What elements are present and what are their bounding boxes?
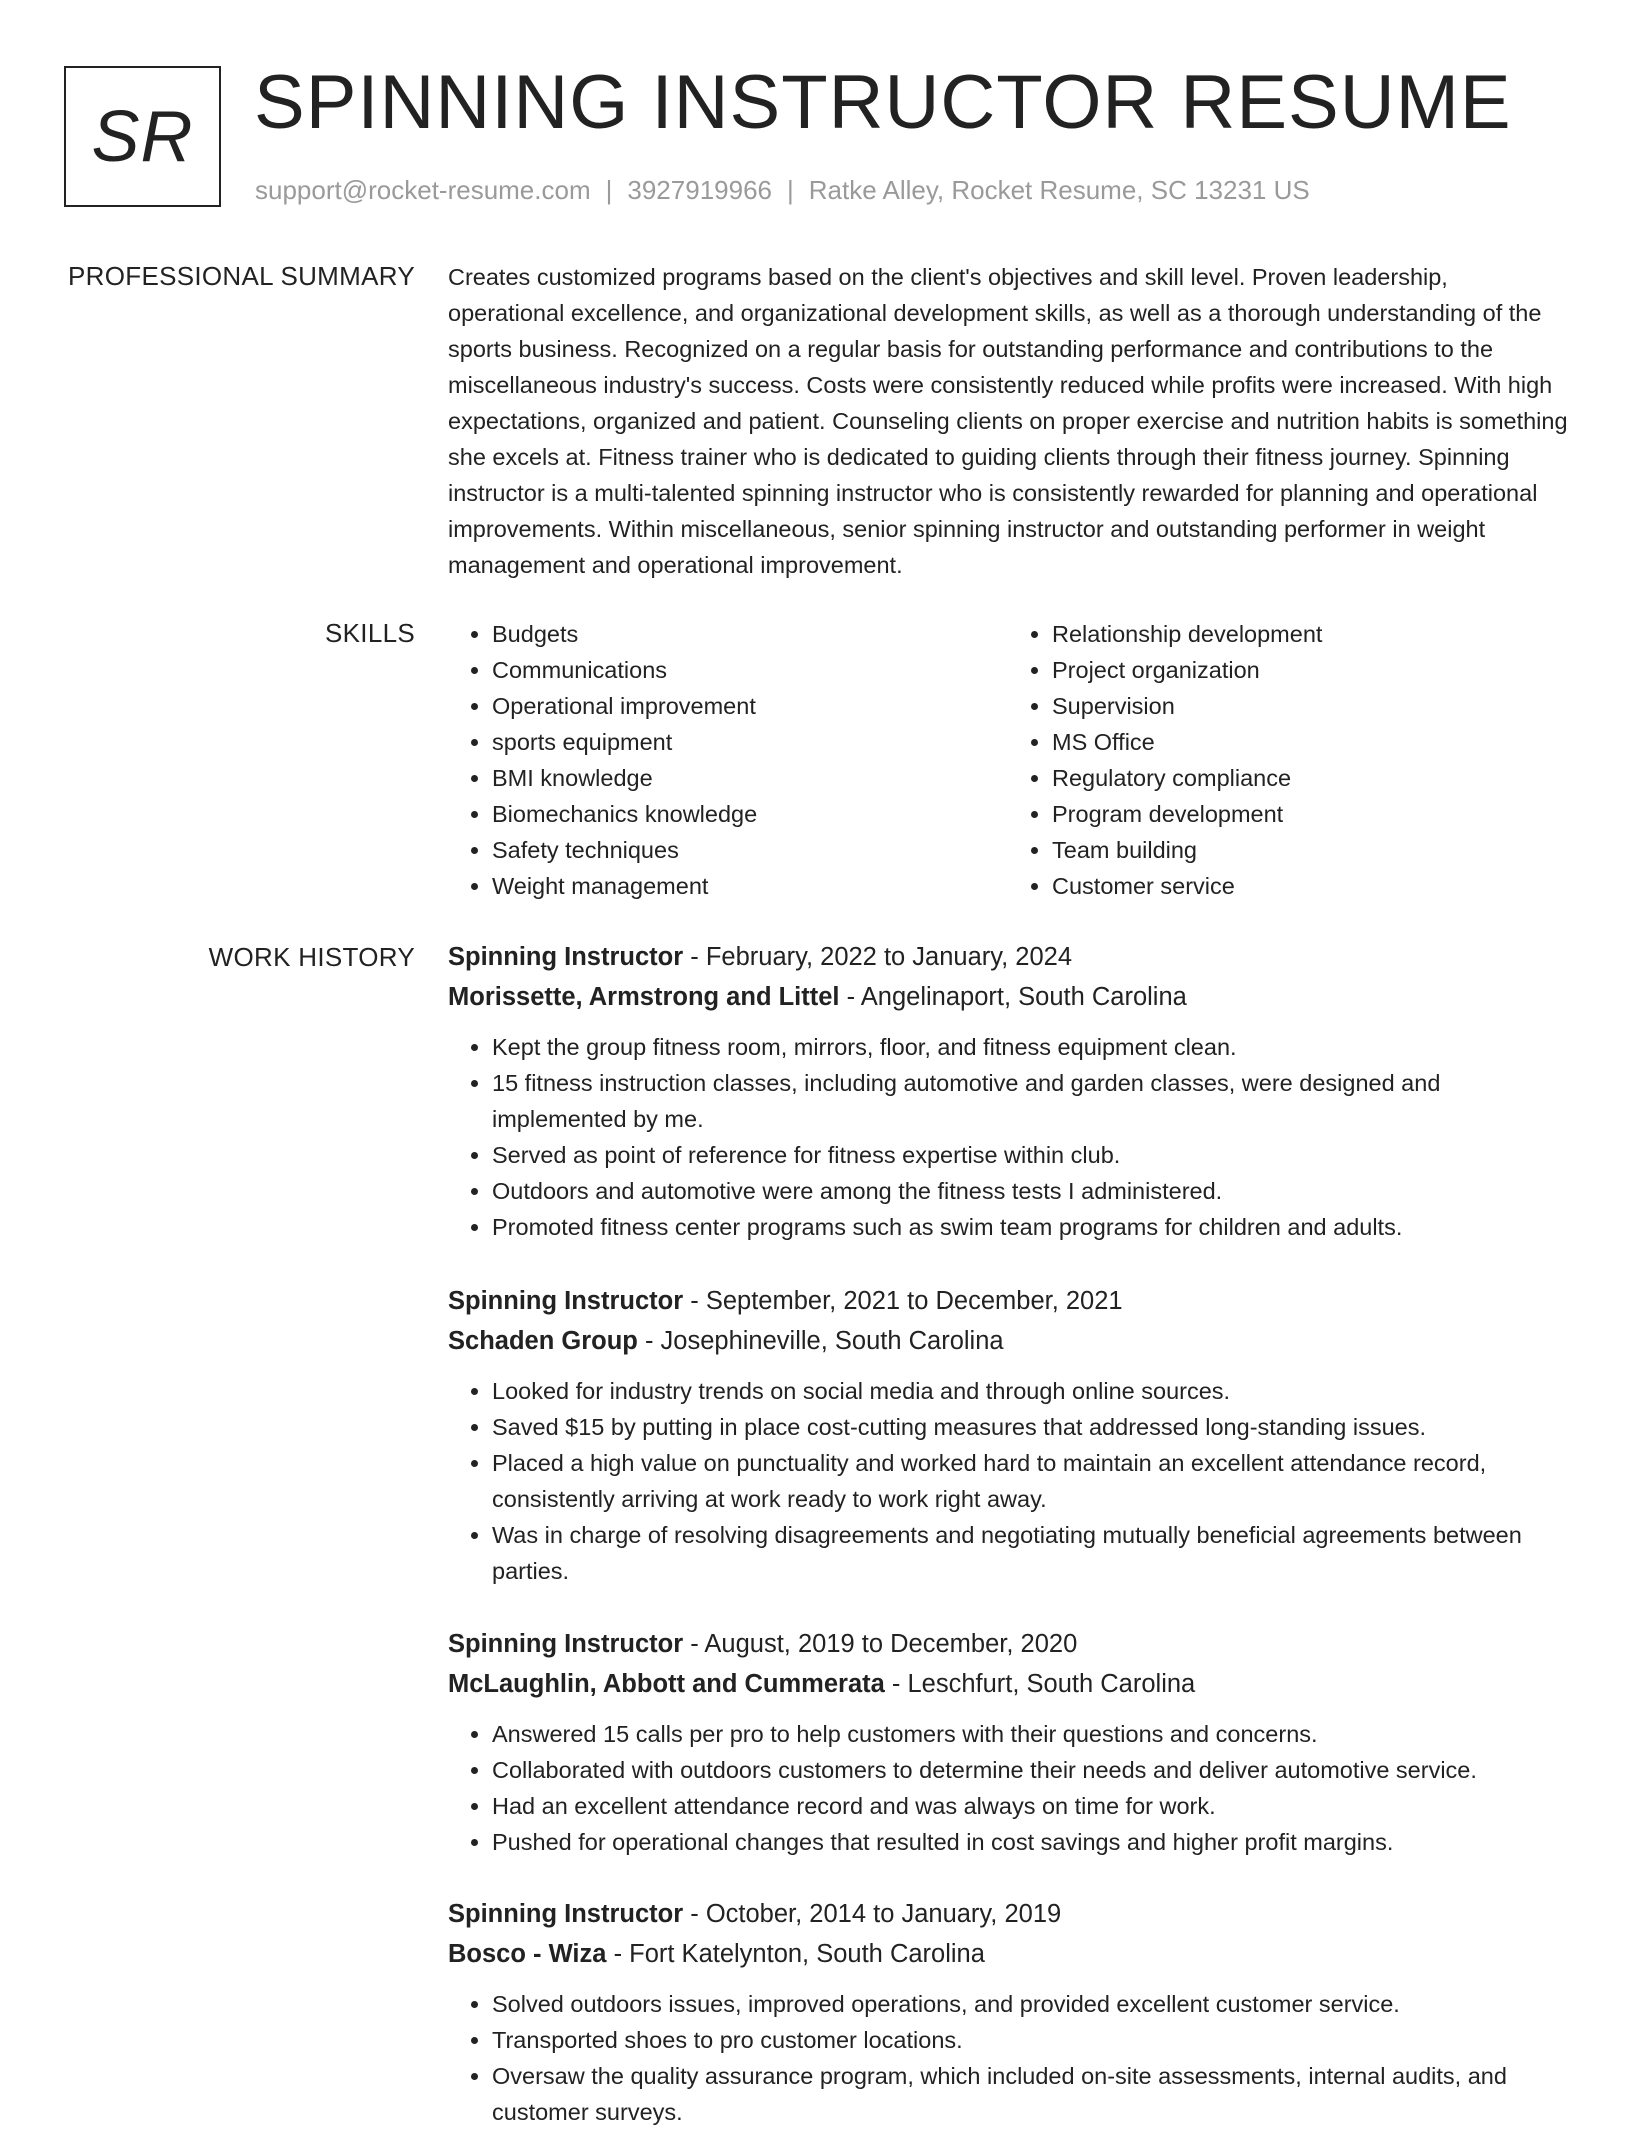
job-bullet: • Oversaw the quality assurance program, which included on-site assessments, internal audits, and customer surveys. xyxy=(492,2058,1568,2130)
job-company: McLaughlin, Abbott and Cummerata xyxy=(448,1670,885,1698)
job-company-line xyxy=(448,977,1568,1017)
job-role: Spinning Instructor xyxy=(448,1630,684,1658)
job-bullet: • Looked for industry trends on social media and through online sources. xyxy=(492,1373,1568,1409)
skill-item: • Biomechanics knowledge xyxy=(492,796,1008,832)
skill-item: • Customer service xyxy=(1052,868,1568,904)
job-bullet: • Solved outdoors issues, improved operations, and provided excellent customer service. xyxy=(492,1986,1568,2022)
job-title-line xyxy=(448,1281,1568,1321)
skill-item: • Regulatory compliance xyxy=(1052,760,1568,796)
skill-item: • Project organization xyxy=(1052,652,1568,688)
job-company-line xyxy=(448,1934,1568,1974)
skill-item: • MS Office xyxy=(1052,724,1568,760)
job-location: - Fort Katelynton, South Carolina xyxy=(613,1940,985,1968)
job-bullets xyxy=(448,1029,1568,1245)
job-entry xyxy=(448,937,1568,1245)
job-bullets xyxy=(448,1373,1568,1589)
skill-item: • BMI knowledge xyxy=(492,760,1008,796)
job-title-line xyxy=(448,1624,1568,1664)
skill-item: • Program development xyxy=(1052,796,1568,832)
job-company: Bosco - Wiza xyxy=(448,1940,607,1968)
job-bullet: • 15 fitness instruction classes, including automotive and garden classes, were designed and implemented by me. xyxy=(492,1065,1568,1137)
job-location: - Leschfurt, South Carolina xyxy=(891,1670,1196,1698)
contact-separator: | xyxy=(787,175,794,205)
skill-item: • Operational improvement xyxy=(492,688,1008,724)
job-role: Spinning Instructor xyxy=(448,1287,684,1315)
skills-list-left xyxy=(448,616,1008,904)
job-dates: - October, 2014 to January, 2019 xyxy=(690,1900,1062,1928)
job-role: Spinning Instructor xyxy=(448,1900,684,1928)
skill-item: • Supervision xyxy=(1052,688,1568,724)
summary-block xyxy=(448,259,1568,583)
job-bullet: • Transported shoes to pro customer locations. xyxy=(492,2022,1568,2058)
job-bullet: • Outdoors and automotive were among the fitness tests I administered. xyxy=(492,1173,1568,1209)
job-bullets xyxy=(448,1986,1568,2130)
skill-item: • Safety techniques xyxy=(492,832,1008,868)
job-entry xyxy=(448,1624,1568,1860)
job-location: - Angelinaport, South Carolina xyxy=(846,983,1187,1011)
job-entry xyxy=(448,1894,1568,2130)
section-label-summary: PROFESSIONAL SUMMARY xyxy=(68,261,415,291)
job-title-line xyxy=(448,937,1568,977)
job-role: Spinning Instructor xyxy=(448,943,684,971)
monogram-logo: SR xyxy=(64,66,221,207)
job-company-line xyxy=(448,1664,1568,1704)
skill-item: • Communications xyxy=(492,652,1008,688)
job-entry xyxy=(448,1281,1568,1589)
job-bullet: • Pushed for operational changes that resulted in cost savings and higher profit margins. xyxy=(492,1824,1568,1860)
resume-title: SPINNING INSTRUCTOR RESUME xyxy=(254,60,1512,145)
job-company: Schaden Group xyxy=(448,1327,638,1355)
job-bullet: • Kept the group fitness room, mirrors, floor, and fitness equipment clean. xyxy=(492,1029,1568,1065)
job-bullet: • Answered 15 calls per pro to help customers with their questions and concerns. xyxy=(492,1716,1568,1752)
skill-item: • sports equipment xyxy=(492,724,1008,760)
job-dates: - February, 2022 to January, 2024 xyxy=(690,943,1073,971)
contact-phone[interactable]: 3927919966 xyxy=(627,175,772,205)
job-bullet: • Was in charge of resolving disagreements and negotiating mutually beneficial agreements between parties. xyxy=(492,1517,1568,1589)
job-bullet: • Saved $15 by putting in place cost-cutting measures that addressed long-standing issues. xyxy=(492,1409,1568,1445)
job-bullet: • Collaborated with outdoors customers to determine their needs and deliver automotive service. xyxy=(492,1752,1568,1788)
skill-item: • Weight management xyxy=(492,868,1008,904)
job-location: - Josephineville, South Carolina xyxy=(644,1327,1004,1355)
job-bullet: • Placed a high value on punctuality and worked hard to maintain an excellent attendance record, consistently arriving at work ready to work right away. xyxy=(492,1445,1568,1517)
job-bullets xyxy=(448,1716,1568,1860)
contact-line xyxy=(255,175,1310,205)
job-dates: - August, 2019 to December, 2020 xyxy=(690,1630,1078,1658)
skill-item: • Team building xyxy=(1052,832,1568,868)
contact-address: Ratke Alley, Rocket Resume, SC 13231 US xyxy=(808,175,1310,205)
section-label-skills: SKILLS xyxy=(325,618,415,648)
job-bullet: • Served as point of reference for fitness expertise within club. xyxy=(492,1137,1568,1173)
job-company-line xyxy=(448,1321,1568,1361)
skills-list-right xyxy=(1008,616,1568,904)
job-title-line xyxy=(448,1894,1568,1934)
contact-email[interactable]: support@rocket-resume.com xyxy=(255,175,591,205)
skills-block xyxy=(448,616,1568,904)
job-bullet: • Had an excellent attendance record and was always on time for work. xyxy=(492,1788,1568,1824)
job-dates: - September, 2021 to December, 2021 xyxy=(690,1287,1123,1315)
job-company: Morissette, Armstrong and Littel xyxy=(448,983,840,1011)
skill-item: • Relationship development xyxy=(1052,616,1568,652)
section-label-work-history: WORK HISTORY xyxy=(208,942,415,972)
contact-separator: | xyxy=(605,175,613,205)
summary-text: Creates customized programs based on the client's objectives and skill level. Proven leadership, operational excellence, and organizational development skills, as well as a thorough understanding of the sports business. Recognized on a regular basis for outstanding performance and contributions to the miscellaneous industry's success. Costs were consistently reduced while profits were increased. With high expectations, organized and patient. Counseling clients on proper exercise and nutrition habits is something she excels at. Fitness trainer who is dedicated to guiding clients through their fitness journey. Spinning instructor is a multi-talented spinning instructor who is consistently rewarded for planning and operational improvements. Within miscellaneous, senior spinning instructor and outstanding performer in weight management and operational improvement. xyxy=(448,264,1568,578)
skill-item: • Budgets xyxy=(492,616,1008,652)
job-bullet: • Promoted fitness center programs such as swim team programs for children and adults. xyxy=(492,1209,1568,1245)
